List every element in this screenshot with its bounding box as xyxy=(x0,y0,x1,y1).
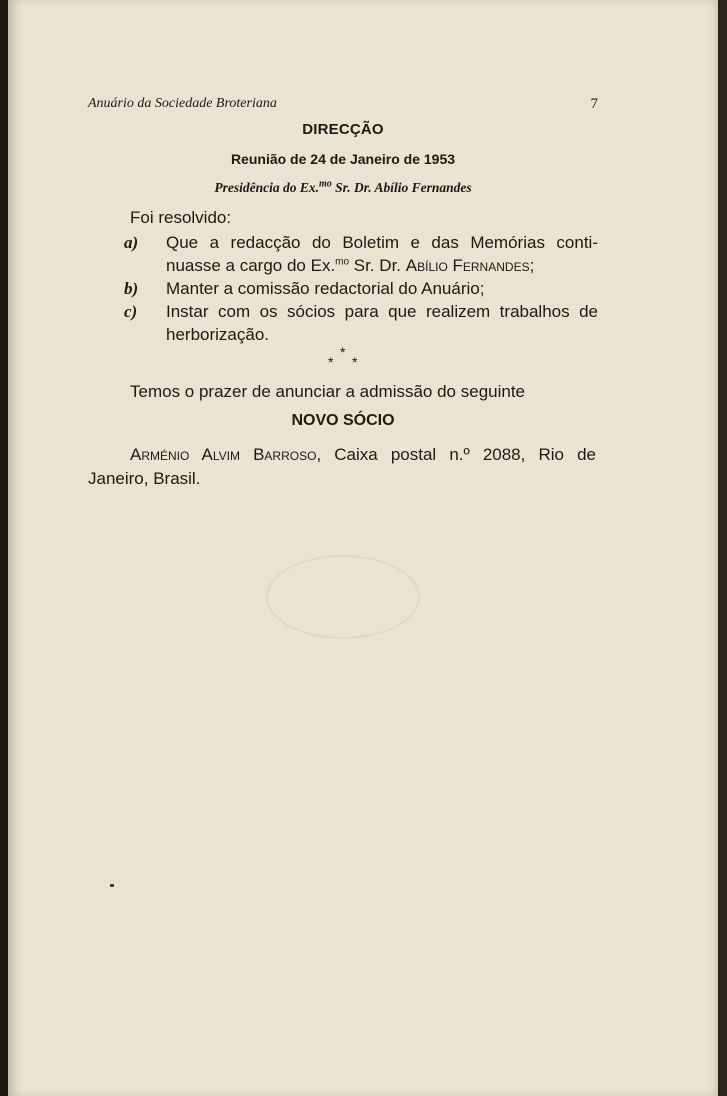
list-item-text xyxy=(166,300,598,346)
new-member-line xyxy=(130,443,596,466)
list-marker: a) xyxy=(124,233,139,252)
list-item-line: Manter a comissão redactorial do Anuário; xyxy=(166,279,485,298)
page-number: 7 xyxy=(590,96,598,112)
line-text: ; xyxy=(529,256,535,275)
scan-edge-right xyxy=(718,0,727,1096)
person-name: Abílio Fernandes xyxy=(405,256,530,275)
line-text: nuasse a cargo do Ex. xyxy=(166,256,336,275)
list-marker: b) xyxy=(124,279,139,298)
new-member-heading: NOVO SÓCIO xyxy=(291,412,395,429)
list-item xyxy=(124,277,598,301)
list-item-line: Que a redacção do Boletim e das Memórias conti- xyxy=(166,233,598,252)
page-header xyxy=(88,96,598,114)
scan-edge-left xyxy=(0,0,8,1096)
presidency-superscript: mo xyxy=(319,178,332,190)
meeting-heading: Reunião de 24 de Janeiro de 1953 xyxy=(230,151,456,167)
member-name: Arménio Alvim Barroso xyxy=(130,445,317,464)
asterism xyxy=(326,344,366,378)
paper-stain xyxy=(266,555,420,639)
superscript: mo xyxy=(335,256,350,268)
asterisk: * xyxy=(352,354,358,370)
asterisk: * xyxy=(328,354,334,370)
list-item-line: Instar com os sócios para que realizem trabalhos de xyxy=(166,302,598,321)
list-item xyxy=(124,300,598,348)
line-text: Sr. Dr. xyxy=(349,256,406,275)
list-item-text xyxy=(166,231,598,277)
presidency-prefix: Presidência do Ex. xyxy=(214,180,320,195)
running-title: Anuário da Sociedade Broteriana xyxy=(88,96,277,111)
list-item-text xyxy=(166,277,598,300)
document-page xyxy=(8,0,718,1096)
presidency-line xyxy=(88,180,598,196)
paper-speck xyxy=(110,884,114,887)
list-marker: c) xyxy=(124,302,138,321)
asterisk: * xyxy=(340,344,346,360)
section-title: DIRECÇÃO xyxy=(302,121,384,138)
new-member-address-continued: Janeiro, Brasil. xyxy=(88,469,201,488)
list-item xyxy=(124,231,598,279)
member-address: , Caixa postal n.º 2088, Rio de xyxy=(316,445,597,464)
presidency-suffix: Sr. Dr. Abílio Fernandes xyxy=(331,180,472,195)
list-item-line: herborização. xyxy=(166,325,270,344)
resolved-intro: Foi resolvido: xyxy=(130,208,232,227)
announcement: Temos o prazer de anunciar a admissão do seguinte xyxy=(130,382,526,401)
list-item-line xyxy=(166,254,598,277)
